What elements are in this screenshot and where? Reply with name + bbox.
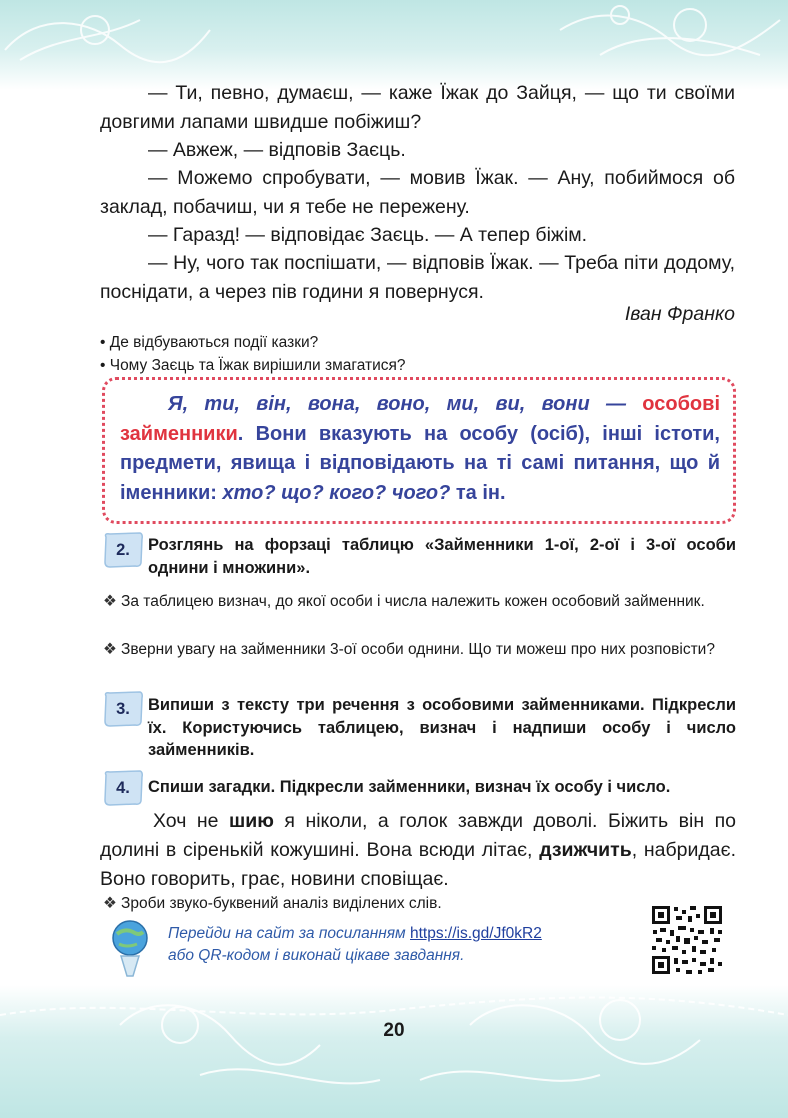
task-number-badge: 4.: [102, 769, 144, 807]
link-instruction: Перейди на сайт за посиланням https://is.gd/Jf0kR2 або QR-кодом і виконай цікаве завдання.: [168, 925, 542, 964]
story-paragraph: — Гаразд! — відповідає Заєць. — А тепер біжім.: [148, 224, 588, 246]
question-item: • Де відбуваються події казки?: [100, 331, 740, 354]
rule-term: особові займенники: [120, 393, 720, 445]
diamond-bullet-icon: ❖: [103, 895, 117, 912]
rule-pronouns: Я, ти, він, вона, воно, ми, ви, вони —: [168, 393, 626, 415]
rule-text: [120, 390, 720, 508]
story-paragraph: — Авжеж, — відповів Заєць.: [148, 139, 406, 161]
task-text: Розглянь на форзаці таблицю «Займенники 1-ої, 2-ої і 3-ої особи однини і множини».: [148, 536, 736, 577]
highlighted-word: дзижчить: [539, 839, 632, 861]
story-paragraph: — Можемо спробувати, — мовив Їжак. — Ану, побиймося об заклад, побачиш, чи я тебе не пережену.: [100, 167, 735, 218]
rule-questions: хто? що? кого? чого?: [222, 481, 451, 504]
task-text: Випиши з тексту три речення з особовими займенниками. Підкресли їх. Користуючись таблицею, визнач і надпиши особу і число займенників.: [148, 696, 736, 759]
questions-list: [100, 331, 740, 377]
rule-tail: та ін.: [455, 481, 506, 504]
task-text: Спиши загадки. Підкресли займенники, визнач їх особу і число.: [148, 778, 671, 796]
subtask-item: ❖ Зроби звуко-буквений аналіз виділених слів.: [103, 893, 736, 915]
story-paragraph: — Ну, чого так поспішати, — відповів Їжак. — Треба піти додому, поснідати, а через пів години я повернуся.: [100, 252, 735, 303]
page-number: 20: [383, 1020, 405, 1041]
task-link[interactable]: https://is.gd/Jf0kR2: [410, 925, 542, 942]
story-paragraph: — Ти, певно, думаєш, — каже Їжак до Зайця, — що ти своїми довгими лапами швидше побіжиш?: [100, 82, 735, 133]
highlighted-word: шию: [228, 810, 274, 832]
bottom-ornament: [0, 985, 788, 1118]
top-ornament: [0, 0, 788, 80]
diamond-bullet-icon: ❖: [103, 593, 117, 610]
task-number-badge: 3.: [102, 690, 144, 728]
question-item: • Чому Заєць та Їжак вирішили змагатися?: [100, 354, 740, 377]
story-author: Іван Франко: [624, 303, 735, 325]
rule-body: . Вони вказують на особу (осіб), інші істоти, предмети, явища і відповідають на ті самі питання, що й іменники:: [120, 422, 720, 504]
diamond-bullet-icon: ❖: [103, 641, 117, 658]
riddle-text: Хоч не шию я ніколи, а голок завжди доволі. Біжить він по долині в сіренькій кожушині. Вона всюди літає, дзижчить, набридає. Воно говорить, грає, новини сповіщає.: [100, 810, 736, 890]
qr-code-icon[interactable]: [650, 904, 724, 976]
subtask-item: ❖ За таблицею визнач, до якої особи і числа належить кожен особовий займенник.: [103, 591, 736, 613]
task-number-badge: 2.: [102, 531, 144, 569]
globe-icon: [103, 918, 157, 980]
subtask-item: ❖ Зверни увагу на займенники 3-ої особи однини. Що ти можеш про них розповісти?: [103, 639, 736, 661]
